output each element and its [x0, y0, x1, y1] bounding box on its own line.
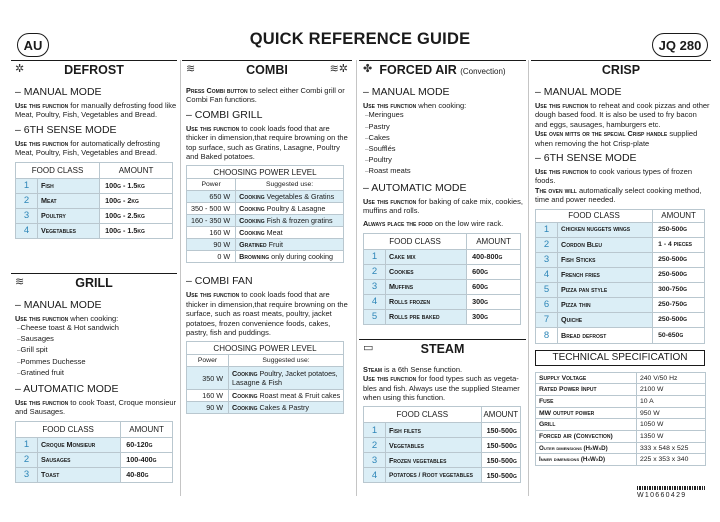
crisp-manual-note: Use oven mitts or the special Crisp handle supplied when removing the hot Crisp-plate	[535, 129, 698, 148]
table-row: 3 Frozen vegetables 150-500g	[364, 453, 521, 468]
steam-text-2: Use this function for food types such as vegeta-bles and fish. Always use the supplied Steamer when using this function.	[363, 374, 520, 403]
grill-manual-list	[17, 323, 177, 379]
defrost-section-header	[11, 60, 177, 78]
forced-air-auto-title: – AUTOMATIC MODE	[363, 181, 467, 194]
crisp-manual-text: Use this function to reheat and cook pizzas and other dough based food. It is also be used to fry bacon and eggs, sausages, hamburgers etc.	[535, 101, 710, 129]
table-row: 3 Muffins 600g	[364, 279, 521, 294]
forced-air-manual-text: Use this function when cooking:	[363, 101, 467, 110]
model-badge: JQ 280	[652, 33, 708, 57]
column-defrost-grill	[11, 60, 177, 496]
combi-fan-text: Use this function to cook loads food that are thicker in dimension,that require browning on the surface, such as roast meats, poultry, jacket potatoes, frozen convenience foods, cakes, pastry, fish and puddings.	[186, 290, 348, 338]
grill-section-header	[11, 273, 177, 291]
crisp-section-header	[531, 60, 711, 78]
table-row: 350 W Cooking Poultry, Jacket potatoes, Lasagne & Fish	[187, 367, 344, 390]
snowflake-defrost-icon: ✲	[15, 63, 25, 75]
steam-section-header	[359, 339, 526, 357]
steam-table: FOOD CLASS AMOUNT 1 Fish filets 150-500g 2 Vegetables 150-500g 3 Frozen vegetables 150-500g 4 Potatoes / Root vegetables 150-500g	[363, 406, 521, 483]
table-row: Grill 1050 W	[536, 419, 706, 431]
table-row: 1 Fish 100g - 1.5kg	[16, 178, 173, 193]
forced-air-manual-list	[365, 110, 526, 177]
defrost-manual-text: Use this function for manually defrosting food like Meat, Poultry, Fish, Vegetables and Bread.	[15, 101, 177, 120]
table-row: Outer dimensions (HxWxD) 333 x 548 x 525	[536, 442, 706, 454]
table-row: 90 W Cooking Cakes & Pastry	[187, 402, 344, 414]
steam-icon: ▭	[363, 341, 374, 354]
combi-intro: Press Combi button to select either Combi grill or Combi Fan functions.	[186, 86, 345, 105]
table-row: 1 Cake mix 400-800g	[364, 249, 521, 264]
table-row: 2 Meat 100g - 2kg	[16, 193, 173, 208]
combi-fan-power-table: CHOOSING POWER LEVEL Power Suggested use: 350 W Cooking Poultry, Jacket potatoes, Lasagne & Fish 160 W Cooking Roast meat & Fruit cakes 90 W Cooking Cakes & Pastry	[186, 341, 344, 414]
table-row: 2 Vegetables 150-500g	[364, 438, 521, 453]
forced-air-auto-note: Always place the food on the low wire rack.	[363, 219, 504, 229]
grill-table: FOOD CLASS AMOUNT 1 Croque Monsieur 60-120g 2 Sausages 100-400g 3 Toast 40-80g	[15, 421, 173, 483]
list-item: ─ Cheese toast & Hot sandwich	[17, 323, 177, 334]
table-row: 160 W Cooking Roast meat & Fruit cakes	[187, 390, 344, 402]
defrost-title: DEFROST	[64, 63, 124, 77]
list-item: ─ Pommes Duchesse	[17, 357, 177, 368]
table-row: 3 Fish Sticks 250-500g	[536, 252, 705, 267]
list-item: ─ Poultry	[365, 155, 526, 166]
table-row: 5 Pizza pan style 300-750g	[536, 282, 705, 297]
combi-fan-title: – COMBI FAN	[186, 275, 253, 288]
table-row: 3 Poultry 100g - 2.5kg	[16, 208, 173, 223]
table-row: 1 Fish filets 150-500g	[364, 423, 521, 438]
column-forced-air-steam	[359, 60, 526, 496]
combi-grill-text: Use this function to cook loads food that are thicker in dimension,that require browning on the top surface, such as Gratins, Lasagne, Poultry and Baked potatoes.	[186, 123, 348, 162]
crisp-sense-title: – 6TH SENSE MODE	[535, 152, 637, 165]
table-row: 5 Rolls pre baked 300g	[364, 309, 521, 324]
table-row: 90 W Gratined Fruit	[187, 239, 344, 251]
combi-section-header	[182, 60, 352, 78]
forced-air-auto-text: Use this function for baking of cake mix, cookies, muffins and rolls.	[363, 196, 523, 216]
grill-auto-text: Use this function to cook Toast, Croque monsieur and Sausages.	[15, 398, 177, 417]
grill-auto-title: – AUTOMATIC MODE	[15, 383, 119, 396]
forced-air-section-header	[359, 60, 526, 78]
table-row: Forced air (Convection) 1350 W	[536, 431, 706, 443]
table-row: 2 Sausages 100-400g	[16, 452, 173, 467]
grill-manual-title: – MANUAL MODE	[15, 298, 102, 311]
list-item: ─ Pastry	[365, 122, 526, 133]
table-row: Fuse 10 A	[536, 396, 706, 408]
table-row: 8 Bread defrost 50-650g	[536, 327, 705, 343]
combi-grill-title: – COMBI GRILL	[186, 108, 263, 121]
table-row: 1 Chicken nuggets wings 250-500g	[536, 222, 705, 237]
crisp-manual-title: – MANUAL MODE	[535, 86, 622, 98]
defrost-manual-title: – MANUAL MODE	[15, 86, 102, 98]
table-row: 4 Rolls frozen 300g	[364, 294, 521, 309]
page-title: QUICK REFERENCE GUIDE	[249, 30, 471, 48]
table-row: 7 Quiche 250-500g	[536, 312, 705, 327]
column-divider	[180, 60, 181, 496]
table-row: 2 Cordon Bleu 1 - 4 pieces	[536, 237, 705, 252]
barcode	[637, 486, 705, 490]
table-row: 350 - 500 W Cooking Poultry & Lasagne	[187, 203, 344, 215]
list-item: ─ Sausages	[17, 334, 177, 345]
table-row: 3 Toast 40-80g	[16, 467, 173, 482]
region-badge: AU	[17, 33, 49, 57]
crisp-sense-text: Use this function to cook various types of frozen foods.	[535, 167, 693, 186]
combi-icon: ≋	[186, 63, 196, 75]
forced-air-table: FOOD CLASS AMOUNT 1 Cake mix 400-800g 2 Cookies 600g 3 Muffins 600g 4 Rolls frozen 300g 5 Rolls pre baked 300g	[363, 233, 521, 325]
column-divider	[528, 60, 529, 496]
crisp-table: FOOD CLASS AMOUNT 1 Chicken nuggets wings 250-500g 2 Cordon Bleu 1 - 4 pieces 3 Fish Sticks 250-500g 4 French fries 250-500g 5 Pizza pan style 300-750g 6 Pizza thin 250-750g 7 Quiche 250-500g 8 Bread defrost 50-650g	[535, 209, 705, 344]
forced-air-manual-title: – MANUAL MODE	[363, 86, 450, 98]
defrost-sense-title: – 6TH SENSE MODE	[15, 123, 117, 136]
table-row: 2 Cookies 600g	[364, 264, 521, 279]
table-row: 0 W Browning only during cooking	[187, 251, 344, 263]
list-item: ─ Meringues	[365, 110, 526, 121]
crisp-sense-note: The oven will automatically select cooking method, time and power needed.	[535, 185, 702, 205]
combi-grill-power-table: CHOOSING POWER LEVEL Power Suggested use: 650 W Cooking Vegetables & Gratins 350 - 500 W Cooking Poultry & Lasagne 160 - 350 W Cooking Fish & frozen gratins 160 W Cooking Meat 90 W Gratined Fruit 0 W Browning only during cooking	[186, 165, 344, 263]
table-row: Supply Voltage 240 V/50 Hz	[536, 372, 706, 384]
crisp-title: CRISP	[601, 63, 641, 77]
column-divider	[356, 60, 357, 496]
table-row: 1 Croque Monsieur 60-120g	[16, 437, 173, 452]
fan-icon: ✤	[363, 63, 373, 75]
table-row: 650 W Cooking Vegetables & Gratins	[187, 191, 344, 203]
list-item: ─ Grill spit	[17, 345, 177, 356]
grill-title: GRILL	[75, 275, 113, 290]
table-row: Rated Power Input 2100 W	[536, 384, 706, 396]
list-item: ─ Cakes	[365, 133, 526, 144]
list-item: ─ Gratined fruit	[17, 368, 177, 379]
defrost-table: FOOD CLASS AMOUNT 1 Fish 100g - 1.5kg 2 Meat 100g - 2kg 3 Poultry 100g - 2.5kg 4 Vegetables 100g - 1.5kg	[15, 162, 173, 239]
table-row: 6 Pizza thin 250-750g	[536, 297, 705, 312]
table-row: 160 W Cooking Meat	[187, 227, 344, 239]
table-row: 4 French fries 250-500g	[536, 267, 705, 282]
list-item: ─ Soufflés	[365, 144, 526, 155]
column-crisp-spec	[531, 60, 711, 496]
forced-air-title: FORCED AIR (Convection)	[379, 63, 506, 77]
table-row: Inner dimensions (HxWxD) 225 x 353 x 340	[536, 454, 706, 466]
table-row: MW output power 950 W	[536, 407, 706, 419]
combi-title: COMBI	[246, 63, 288, 77]
steam-text: Steam is a 6th Sense function.	[363, 364, 463, 374]
grill-manual-text: Use this function when cooking:	[15, 313, 119, 323]
tech-spec-table	[535, 372, 706, 467]
defrost-sense-text: Use this function for automatically defrosting Meat, Poultry, Fish, Vegetables and Bread.	[15, 138, 160, 158]
table-row: 4 Potatoes / Root vegetables 150-500g	[364, 468, 521, 483]
column-combi	[182, 60, 352, 496]
steam-title: STEAM	[420, 341, 465, 356]
grill-icon: ≋	[15, 275, 25, 288]
tech-spec-title: TECHNICAL SPECIFICATION	[535, 350, 705, 366]
table-row: 4 Vegetables 100g - 1.5kg	[16, 223, 173, 238]
table-row: 160 - 350 W Cooking Fish & frozen gratins	[187, 215, 344, 227]
tech-spec	[535, 350, 711, 467]
combi-fan-icon: ≋✲	[329, 63, 348, 75]
list-item: ─ Roast meats	[365, 166, 526, 177]
document-code: W10660429	[637, 492, 687, 499]
